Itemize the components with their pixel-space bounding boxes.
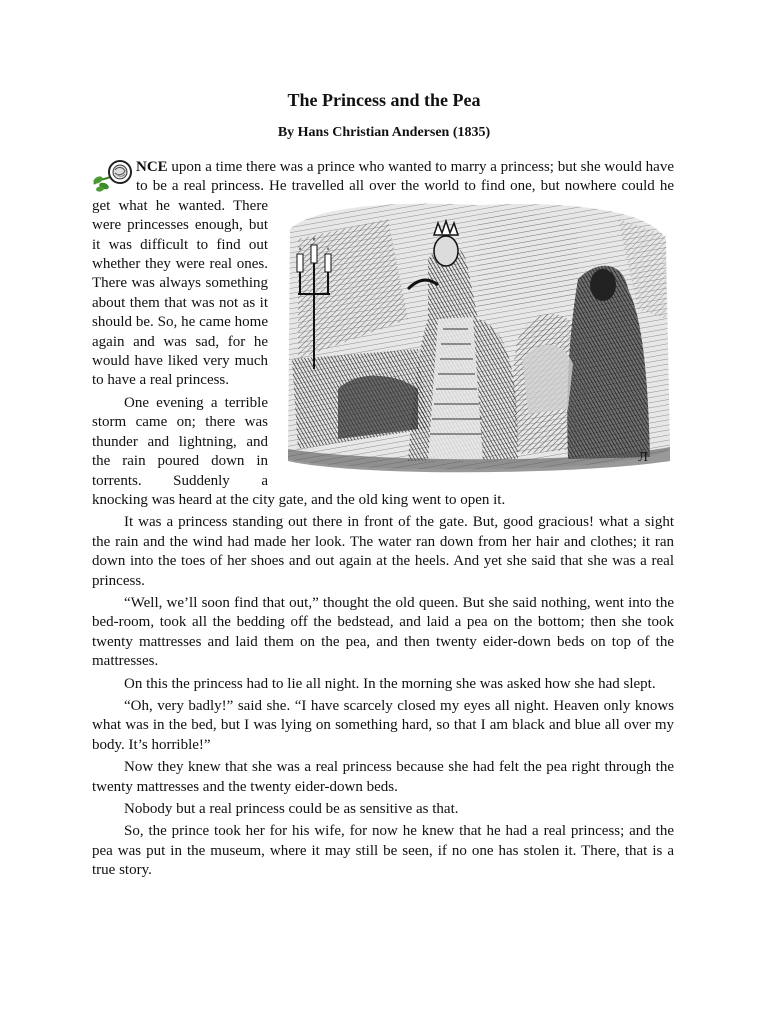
rose-dropcap-icon (92, 158, 134, 194)
paragraph-2: One evening a terrible storm came on; there was thunder and lightning, and the rain poured down in torrents. Suddenly a knocking was heard at the city gate, and the old king went to open it. (92, 394, 506, 508)
story-body (92, 158, 674, 884)
paragraph-6: “Oh, very badly!” said she. “I have scarcely closed my eyes all night. Heaven only knows what was in the bed, but I was lying on something hard, so that I am black and blue all over my body. It’s horrible!” (92, 697, 674, 753)
paragraph-1-text: upon a time there was a prince who wanted to marry a princess; but she would have to be a real princess. He travelled all over the world to find one, (136, 159, 674, 195)
paragraph-8: Nobody but a real princess could be as sensitive as that. (124, 801, 459, 817)
paragraph-3: It was a princess standing out there in front of the gate. But, good gracious! what a sight the rain and the wind had made her look. The water ran down from her hair and clothes; it ran down into the toes of her shoes and out again at the heels. And yet she said that she was a real princess. (92, 514, 674, 589)
document-byline: By Hans Christian Andersen (1835) (277, 125, 491, 140)
paragraph-7: Now they knew that she was a real princess because she had felt the pea right through the twenty mattresses and the twenty eider-down beds. (92, 759, 674, 795)
paragraph-4: “Well, we’ll soon find that out,” thought the old queen. But she said nothing, went into the bed-room, took all the bedding off the bedstead, and laid a pea on the bottom; then she took twenty mattresses and laid them on the pea, and then twenty eider-down beds on top of the mattresses. (92, 594, 674, 670)
paragraph-5: On this the princess had to lie all night. In the morning she was asked how she had slept. (124, 675, 656, 692)
paragraph-1-text-continued: but nowhere could he get what he wanted. There were princesses enough, but it was difficult to find out whether they were real ones. There was always something about them that was not as it should be. So, he came home again and was sad, for he would have liked very much to have a real princess. (92, 178, 675, 389)
illustration-signature: Л (638, 449, 649, 464)
paragraph-9: So, the prince took her for his wife, for now he knew that he had a real princess; and the pea was put in the museum, where it may still be seen, if no one has stolen it. There, that is a true story. (92, 823, 674, 879)
engraving-illustration (278, 199, 674, 477)
document-title: The Princess and the Pea (287, 90, 481, 110)
first-word-rest: NCE (136, 159, 168, 175)
